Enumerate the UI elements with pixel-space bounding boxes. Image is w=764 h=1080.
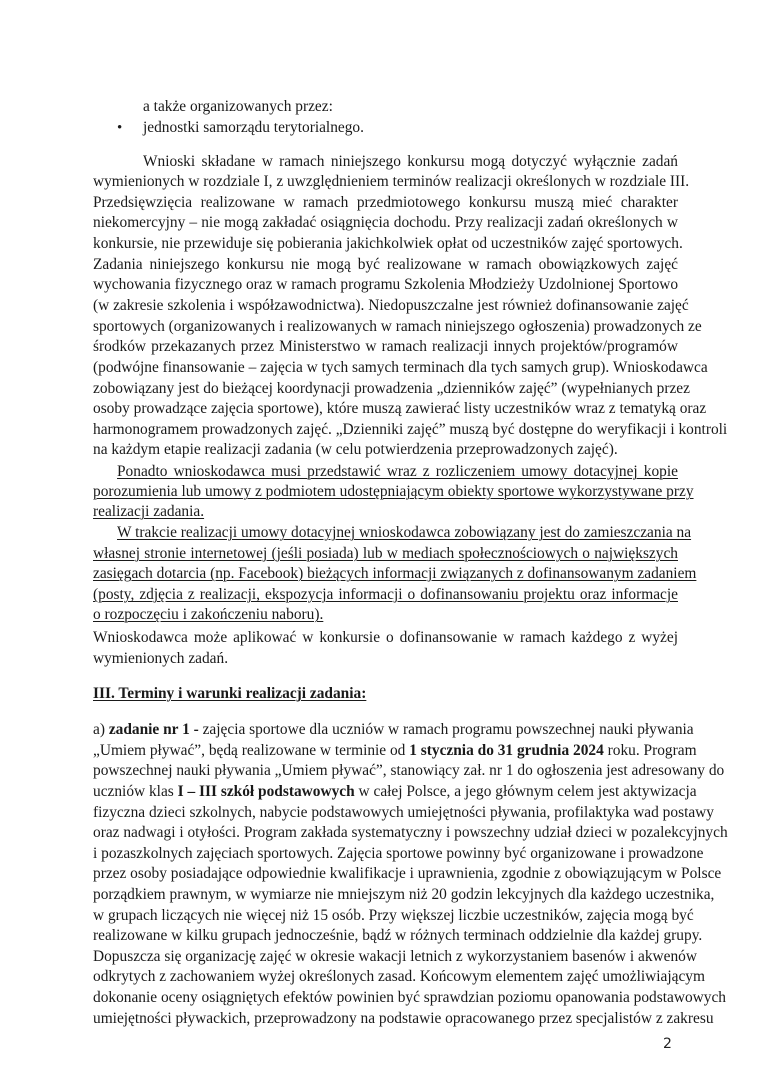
text-line: porządkiem prawnym, w wymiarze nie mniejszym niż 20 godzin lekcyjnych dla każdego uczestnika, xyxy=(93,886,715,903)
text-span: a) xyxy=(93,721,109,738)
text-line: zobowiązany jest do bieżącej koordynacji prowadzenia „dzienników zajęć” (wypełnianych przez xyxy=(93,380,690,397)
page-number: 2 xyxy=(663,1036,672,1052)
text-line xyxy=(93,741,697,761)
text-line: wychowania fizycznego oraz w ramach programu Szkolenia Młodzieży Uzdolnionej Sportowo xyxy=(93,276,679,293)
text-line: Wnioski składane w ramach niniejszego konkursu mogą dotyczyć wyłącznie zadań xyxy=(143,153,678,170)
text-line: niekomercyjny – nie mogą zakładać osiągnięcia dochodu. Przy realizacji zadań określonych w xyxy=(93,214,678,231)
text-span: „Umiem pływać”, będą realizowane w terminie od xyxy=(93,742,410,759)
text-line: o rozpoczęciu i zakończeniu naboru). xyxy=(93,606,324,623)
text-line: Dopuszcza się organizację zajęć w okresie wakacji letnich z wykorzystaniem basenów i akwenów xyxy=(93,948,697,965)
text-line: porozumienia lub umowy z podmiotem udostępniającym obiekty sportowe wykorzystywane przy xyxy=(93,483,694,500)
text-line: harmonogramem prowadzonych zajęć. „Dzienniki zajęć” muszą być dostępne do weryfikacji i kontroli xyxy=(93,421,728,438)
text-line: wymienionych w rozdziale I, z uwzględnieniem terminów realizacji określonych w rozdziale III. xyxy=(93,173,690,190)
text-line: odkrytych z zachowaniem wyżej określonych zasad. Końcowym elementem zajęć umożliwiającym xyxy=(93,968,705,985)
text-line: przez osoby posiadające odpowiednie kwalifikacje i uprawnienia, zgodnie z obowiązującym w Polsce xyxy=(93,865,722,882)
text-span: zajęcia sportowe dla uczniów w ramach programu powszechnej nauki pływania xyxy=(198,721,694,738)
text-line: wymienionych zadań. xyxy=(93,650,229,667)
section-heading: III. Terminy i warunki realizacji zadania: xyxy=(93,685,367,702)
text-line: umiejętności pływackich, przeprowadzony na podstawie opracowanego przez specjalistów z zakresu xyxy=(93,1010,714,1027)
text-line: fizyczna dzieci szkolnych, nabycie podstawowych umiejętności pływania, profilaktyka wad postawy xyxy=(93,804,714,821)
text-line xyxy=(93,607,678,627)
text-line: oraz nadwagi i otyłości. Program zakłada systematyczny i powszechny udział dzieci w pozalekcyjnych xyxy=(93,824,728,841)
text-line: sportowych (organizowanych i realizowanych w ramach niniejszego ogłoszenia) prowadzonych ze xyxy=(93,318,702,335)
text-line: Ponadto wnioskodawca musi przedstawić wraz z rozliczeniem umowy dotacyjnej kopie xyxy=(117,463,678,480)
text-line: realizacji zadania. xyxy=(93,503,205,520)
text-line: dokonanie oceny osiągniętych efektów powinien być sprawdzian poziomu opanowania podstawowych xyxy=(93,989,726,1006)
text-line: realizowane w kilku grupach jednocześnie, bądź w różnych terminach oddzielnie dla każdej grupy. xyxy=(93,927,703,944)
text-line: Przedsięwzięcia realizowane w ramach przedmiotowego konkursu muszą mieć charakter xyxy=(93,194,678,211)
intro-line: a także organizowanych przez: xyxy=(143,98,333,115)
text-span: roku. Program xyxy=(603,742,697,759)
text-line: osoby prowadzące zajęcia sportowe), które muszą zawierać listy uczestników wraz z tematyką oraz xyxy=(93,400,707,417)
text-line xyxy=(93,720,694,740)
text-line: (posty, zdjęcia z realizacji, ekspozycja informacji o dofinansowaniu projektu oraz informacje xyxy=(93,586,678,603)
text-line: (podwójne finansowanie – zajęcia w tych samych terminach dla tych samych grup). Wnioskodawca xyxy=(93,359,708,376)
text-line: powszechnej nauki pływania „Umiem pływać”, stanowiący zał. nr 1 do ogłoszenia jest adresowany do xyxy=(93,762,725,779)
text-line: środków przekazanych przez Ministerstwo w ramach realizacji innych projektów/programów xyxy=(93,338,678,355)
text-line: na każdym etapie realizacji zadania (w celu potwierdzenia przeprowadzonych zajęć). xyxy=(93,441,618,458)
bullet-icon: • xyxy=(117,120,123,136)
text-line: w grupach liczących nie więcej niż 15 osób. Przy większej liczbie uczestników, zajęcia mogą być xyxy=(93,907,694,924)
text-span: uczniów klas xyxy=(93,783,178,800)
bullet-item: jednostki samorządu terytorialnego. xyxy=(143,119,364,136)
text-line: zasięgach dotarcia (np. Facebook) bieżących informacji związanych z dofinansowanym zadaniem xyxy=(93,565,697,582)
text-line: konkursie, nie przewiduje się pobierania jakichkolwiek opłat od uczestników zajęć sportowych. xyxy=(93,235,683,252)
text-line: własnej stronie internetowej (jeśli posiada) lub w mediach społecznościowych o największych xyxy=(93,545,678,562)
text-line xyxy=(93,782,697,802)
date-range: 1 stycznia do 31 grudnia 2024 xyxy=(409,742,604,759)
text-line: W trakcie realizacji umowy dotacyjnej wnioskodawca zobowiązany jest do zamieszczania na xyxy=(117,524,692,541)
text-line: (w zakresie szkolenia i współzawodnictwa). Niedopuszczalne jest również dofinansowanie zajęć xyxy=(93,297,689,314)
text-span: w całej Polsce, a jego głównym celem jest aktywizacja xyxy=(354,783,697,800)
text-line: Wnioskodawca może aplikować w konkursie o dofinansowanie w ramach każdego z wyżej xyxy=(93,629,678,646)
target-grades: I – III szkół podstawowych xyxy=(177,783,355,800)
text-line: i pozaszkolnych zajęciach sportowych. Zajęcia sportowe powinny być organizowane i prowadzone xyxy=(93,845,704,862)
task-label: zadanie nr 1 - xyxy=(108,721,199,738)
text-line: Zadania niniejszego konkursu nie mogą być realizowane w ramach obowiązkowych zajęć xyxy=(93,256,678,273)
